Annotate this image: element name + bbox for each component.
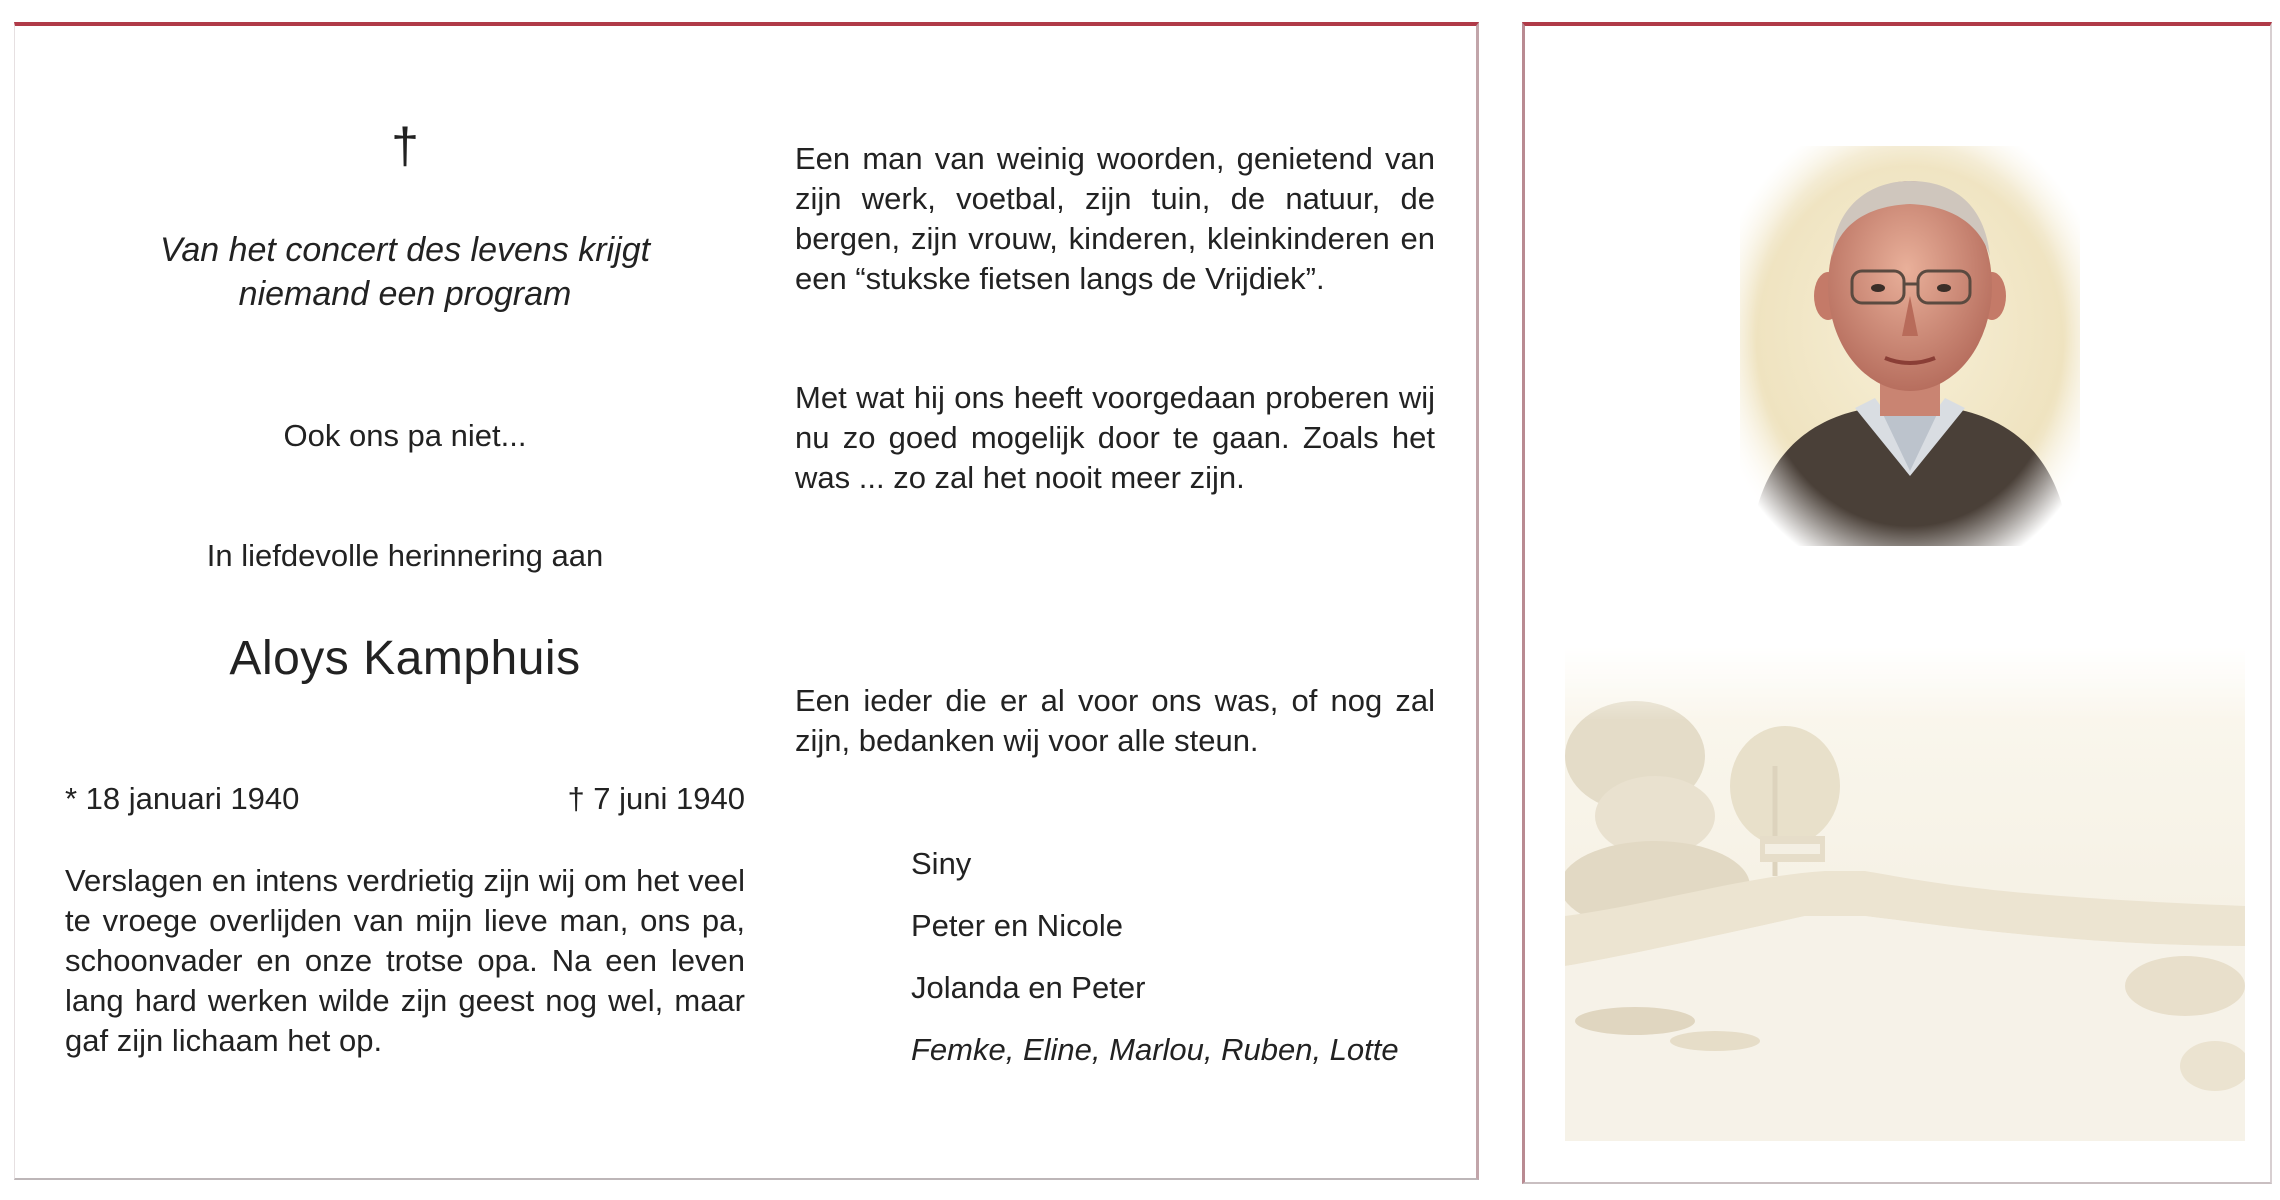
left-column [65,26,745,1178]
portrait-photo [1740,146,2080,546]
motto [65,228,745,316]
motto-line-1: Van het concert des levens krijgt [159,231,651,269]
deceased-name: Aloys Kamphuis [229,632,581,685]
thanks-paragraph: Een ieder die er al voor ons was, of nog zal zijn, bedanken wij voor alle steun. [795,683,1435,758]
character-paragraph: Een man van weinig woorden, genietend van zijn werk, voetbal, zijn tuin, de natuur, de bergen, zijn vrouw, kinderen, kleinkinderen en een “stukske fietsen langs de Vrijdiek”. [795,141,1435,296]
intro-line: Ook ons pa niet... [283,418,527,453]
legacy-paragraph: Met wat hij ons heeft voorgedaan proberen wij nu zo goed mogelijk door te gaan. Zoals het was ... zo zal het nooit meer zijn. [795,380,1435,495]
signature-line: Peter en Nicole [911,908,1123,943]
life-dates [65,781,745,817]
birth-date: * 18 januari 1940 [65,781,300,816]
right-column [795,26,1455,1178]
signature-line: Jolanda en Peter [911,970,1146,1005]
grief-paragraph: Verslagen en intens verdrietig zijn wij om het veel te vroege overlijden van mijn lieve man, ons pa, schoonvader en onze trotse opa. Na een leven lang hard werken wilde zijn geest nog wel, maar gaf zijn lichaam het op. [65,863,745,1058]
photo-panel [1522,22,2272,1184]
motto-line-2: niemand een program [238,275,572,313]
remembrance-line: In liefdevolle herinnering aan [206,538,604,573]
text-panel [14,22,1479,1180]
grandchildren-line: Femke, Eline, Marlou, Ruben, Lotte [911,1032,1399,1067]
signature-line: Siny [911,846,972,881]
misty-landscape-image [1565,646,2245,1141]
cross-symbol: † [391,118,419,174]
death-date: † 7 juni 1940 [567,781,745,816]
